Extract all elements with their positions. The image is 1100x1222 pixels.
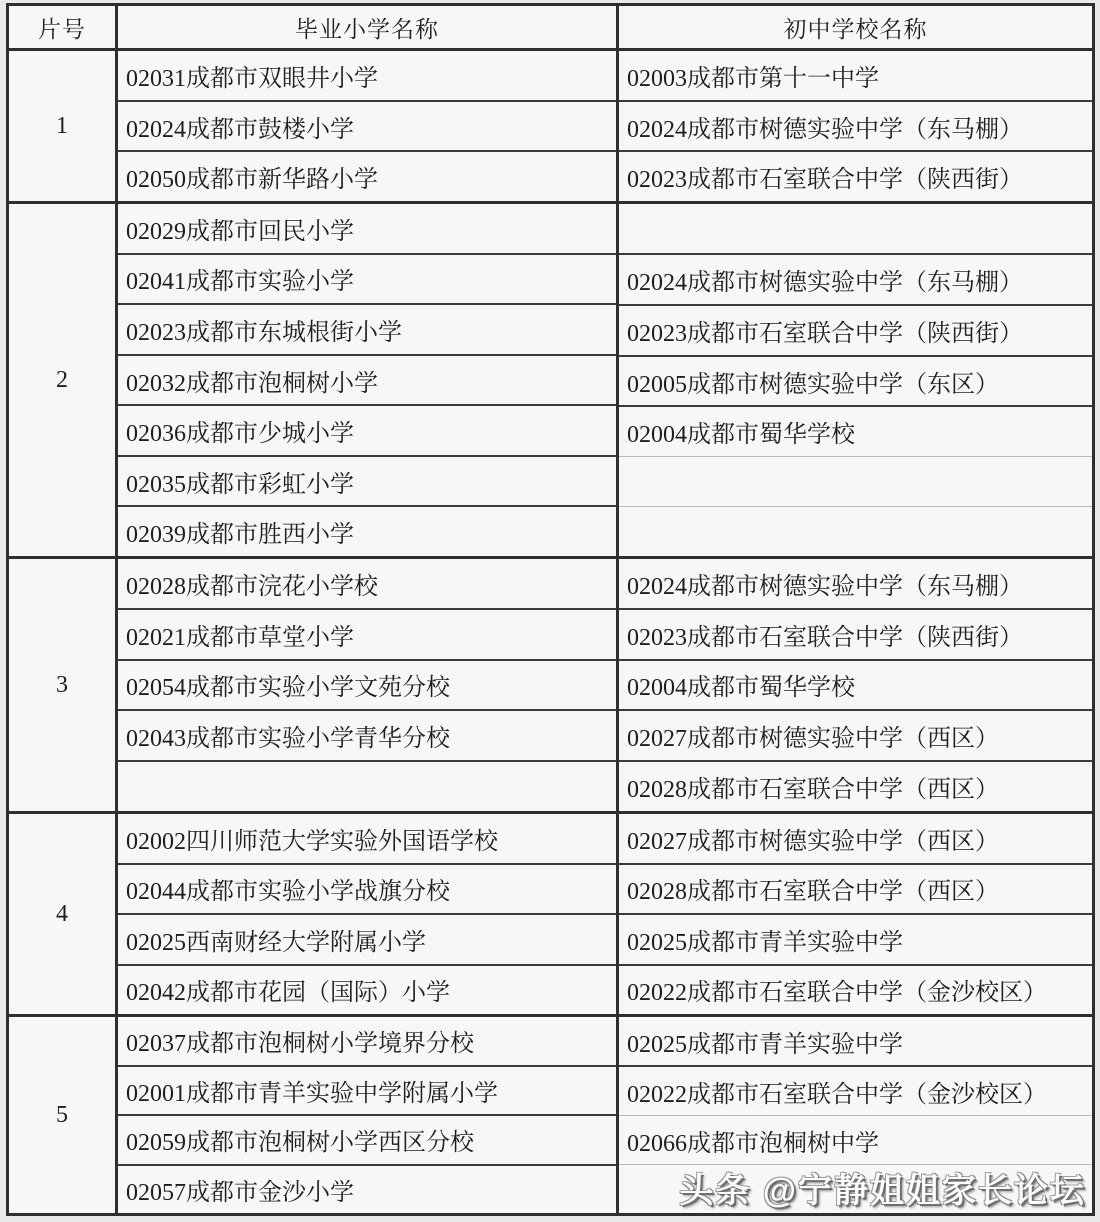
toutiao-watermark: 头条 @宁静姐姐家长论坛 bbox=[679, 1172, 1086, 1210]
middle-school-cell: 02004成都市蜀华学校 bbox=[619, 659, 1092, 710]
primary-school-cell: 02037成都市泡桐树小学境界分校 bbox=[126, 1031, 474, 1058]
district-number: 2 bbox=[9, 204, 118, 556]
middle-school-cell: 02004成都市蜀华学校 bbox=[619, 405, 1092, 456]
district-number: 4 bbox=[9, 814, 118, 1014]
primary-school-cell: 02024成都市鼓楼小学 bbox=[118, 100, 616, 151]
header-primary-school: 毕业小学名称 bbox=[118, 6, 619, 48]
primary-school-cell: 02025西南财经大学附属小学 bbox=[118, 913, 616, 964]
primary-school-column bbox=[118, 1017, 619, 1213]
middle-school-column bbox=[619, 559, 1092, 811]
middle-school-cell bbox=[619, 506, 1092, 556]
district-section-1 bbox=[9, 51, 1092, 204]
middle-school-cell: 02025成都市青羊实验中学 bbox=[619, 913, 1092, 964]
table-header-row bbox=[9, 6, 1092, 51]
header-district-number: 片号 bbox=[9, 6, 118, 48]
primary-school-cell: 02023成都市东城根街小学 bbox=[118, 303, 616, 354]
middle-school-cell: 02024成都市树德实验中学（东马棚） bbox=[619, 100, 1092, 151]
middle-school-cell: 02027成都市树德实验中学（西区） bbox=[627, 828, 999, 855]
middle-school-column bbox=[619, 51, 1092, 201]
primary-school-cell: 02059成都市泡桐树小学西区分校 bbox=[118, 1114, 616, 1164]
district-number: 3 bbox=[9, 559, 118, 811]
middle-school-cell: 02022成都市石室联合中学（金沙校区） bbox=[619, 1065, 1092, 1115]
middle-school-column bbox=[619, 204, 1092, 556]
middle-school-cell: 02066成都市泡桐树中学 bbox=[619, 1115, 1092, 1164]
header-middle-school: 初中学校名称 bbox=[783, 16, 928, 42]
primary-school-column bbox=[118, 204, 619, 556]
middle-school-cell: 02005成都市树德实验中学（东区） bbox=[619, 355, 1092, 406]
middle-school-cell: 02028成都市石室联合中学（西区） bbox=[619, 760, 1092, 811]
primary-school-cell: 02035成都市彩虹小学 bbox=[118, 455, 616, 506]
district-number: 1 bbox=[9, 51, 118, 201]
primary-school-cell: 02001成都市青羊实验中学附属小学 bbox=[118, 1065, 616, 1115]
district-mapping-table bbox=[6, 3, 1095, 1216]
primary-school-cell: 02029成都市回民小学 bbox=[126, 218, 354, 245]
primary-school-cell: 02028成都市浣花小学校 bbox=[126, 573, 378, 600]
middle-school-column bbox=[619, 814, 1092, 1014]
primary-school-cell: 02031成都市双眼井小学 bbox=[126, 65, 378, 92]
middle-school-cell bbox=[619, 456, 1092, 506]
middle-school-cell: 02028成都市石室联合中学（西区） bbox=[619, 863, 1092, 914]
primary-school-cell: 02043成都市实验小学青华分校 bbox=[118, 709, 616, 760]
primary-school-cell: 02039成都市胜西小学 bbox=[118, 505, 616, 556]
primary-school-cell: 02002四川师范大学实验外国语学校 bbox=[126, 828, 498, 855]
middle-school-cell: 02023成都市石室联合中学（陕西街） bbox=[619, 150, 1092, 201]
middle-school-cell: 02022成都市石室联合中学（金沙校区） bbox=[619, 964, 1092, 1015]
primary-school-column bbox=[118, 51, 619, 201]
middle-school-cell: 02024成都市树德实验中学（东马棚） bbox=[619, 253, 1092, 304]
primary-school-cell: 02044成都市实验小学战旗分校 bbox=[118, 863, 616, 914]
middle-school-cell: 02024成都市树德实验中学（东马棚） bbox=[627, 573, 1023, 600]
middle-school-cell: 02025成都市青羊实验中学 bbox=[627, 1031, 903, 1058]
middle-school-cell bbox=[619, 204, 1092, 253]
middle-school-cell: 02027成都市树德实验中学（西区） bbox=[619, 709, 1092, 760]
primary-school-cell: 02050成都市新华路小学 bbox=[118, 150, 616, 201]
primary-school-column bbox=[118, 559, 619, 811]
primary-school-cell: 02057成都市金沙小学 bbox=[118, 1164, 616, 1214]
primary-school-cell: 02021成都市草堂小学 bbox=[118, 608, 616, 659]
primary-school-cell: 02054成都市实验小学文苑分校 bbox=[118, 659, 616, 710]
primary-school-cell: 02036成都市少城小学 bbox=[118, 404, 616, 455]
primary-school-cell: 02042成都市花园（国际）小学 bbox=[118, 964, 616, 1015]
primary-school-cell: 02041成都市实验小学 bbox=[118, 253, 616, 304]
district-number: 5 bbox=[9, 1017, 118, 1213]
primary-school-cell bbox=[118, 760, 616, 811]
district-section-3 bbox=[9, 559, 1092, 814]
middle-school-cell: 02003成都市第十一中学 bbox=[627, 65, 879, 92]
middle-school-cell: 02023成都市石室联合中学（陕西街） bbox=[619, 608, 1092, 659]
district-section-4 bbox=[9, 814, 1092, 1017]
primary-school-column bbox=[118, 814, 619, 1014]
middle-school-cell: 02023成都市石室联合中学（陕西街） bbox=[619, 304, 1092, 355]
district-section-2 bbox=[9, 204, 1092, 559]
primary-school-cell: 02032成都市泡桐树小学 bbox=[118, 354, 616, 405]
